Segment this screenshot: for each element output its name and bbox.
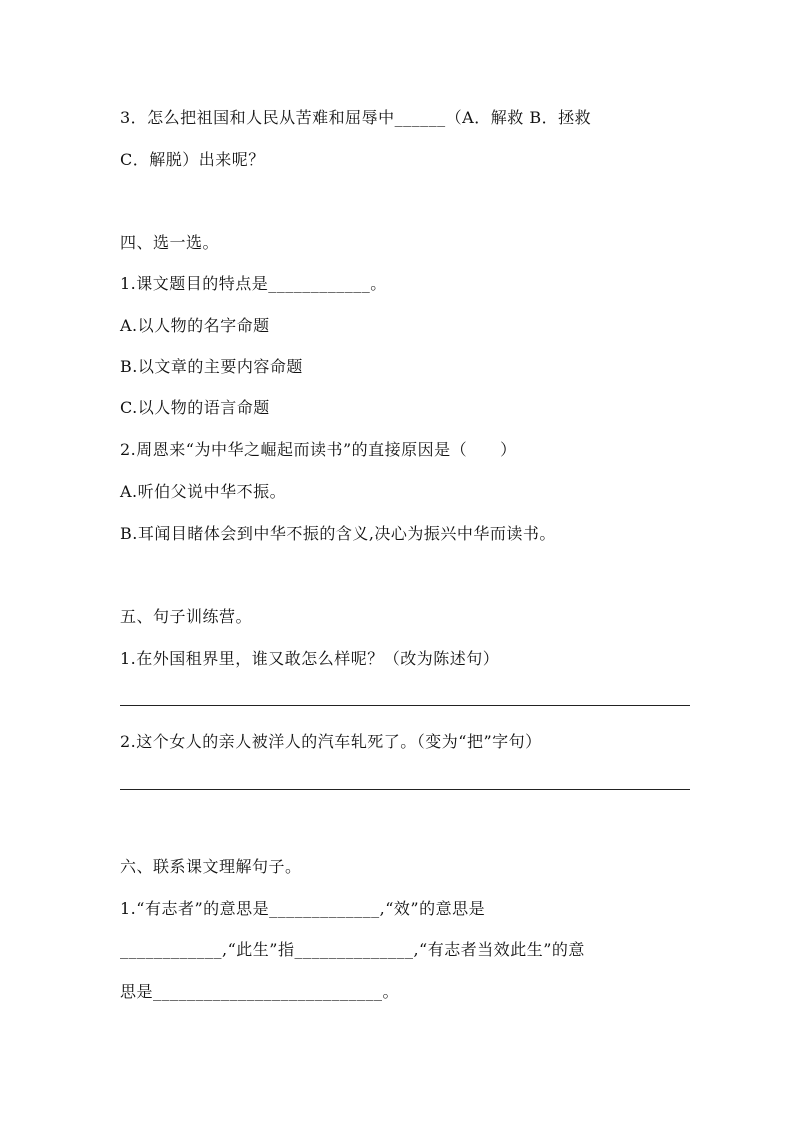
section-5-question-1: 1.在外国租界里，谁又敢怎么样呢？（改为陈述句）	[120, 649, 500, 668]
question-3-line-2: C．解脱）出来呢？	[120, 150, 265, 169]
section-4-question-1-option-b: B.以文章的主要内容命题	[120, 357, 303, 376]
question-3-line-1: 3．怎么把祖国和人民从苦难和屈辱中______（A．解救 B．拯救	[120, 108, 592, 127]
section-6-title: 六、联系课文理解句子。	[120, 857, 302, 876]
section-6-question-1-line-3: 思是___________________________。	[120, 982, 400, 1001]
answer-line-2[interactable]	[120, 789, 690, 790]
section-4-question-1-option-c: C.以人物的语言命题	[120, 398, 270, 417]
section-4-question-2: 2.周恩来“为中华之崛起而读书”的直接原因是（ ）	[120, 440, 517, 459]
section-6-question-1-line-1: 1.“有志者”的意思是_____________,“效”的意思是	[120, 899, 486, 918]
section-4-question-1-option-a: A.以人物的名字命题	[120, 316, 270, 335]
section-4-question-2-option-a: A.听伯父说中华不振。	[120, 482, 287, 501]
section-4-question-1: 1.课文题目的特点是____________。	[120, 274, 387, 293]
section-4-question-2-option-b: B.耳闻目睹体会到中华不振的含义,决心为振兴中华而读书。	[120, 524, 556, 543]
section-6-question-1-line-2: ____________,“此生”指______________,“有志者当效此生”的意	[120, 940, 585, 959]
section-4-title: 四、选一选。	[120, 233, 220, 252]
section-5-question-2: 2.这个女人的亲人被洋人的汽车轧死了。（变为“把”字句）	[120, 732, 542, 751]
answer-line-1[interactable]	[120, 705, 690, 706]
section-5-title: 五、句子训练营。	[120, 607, 253, 626]
